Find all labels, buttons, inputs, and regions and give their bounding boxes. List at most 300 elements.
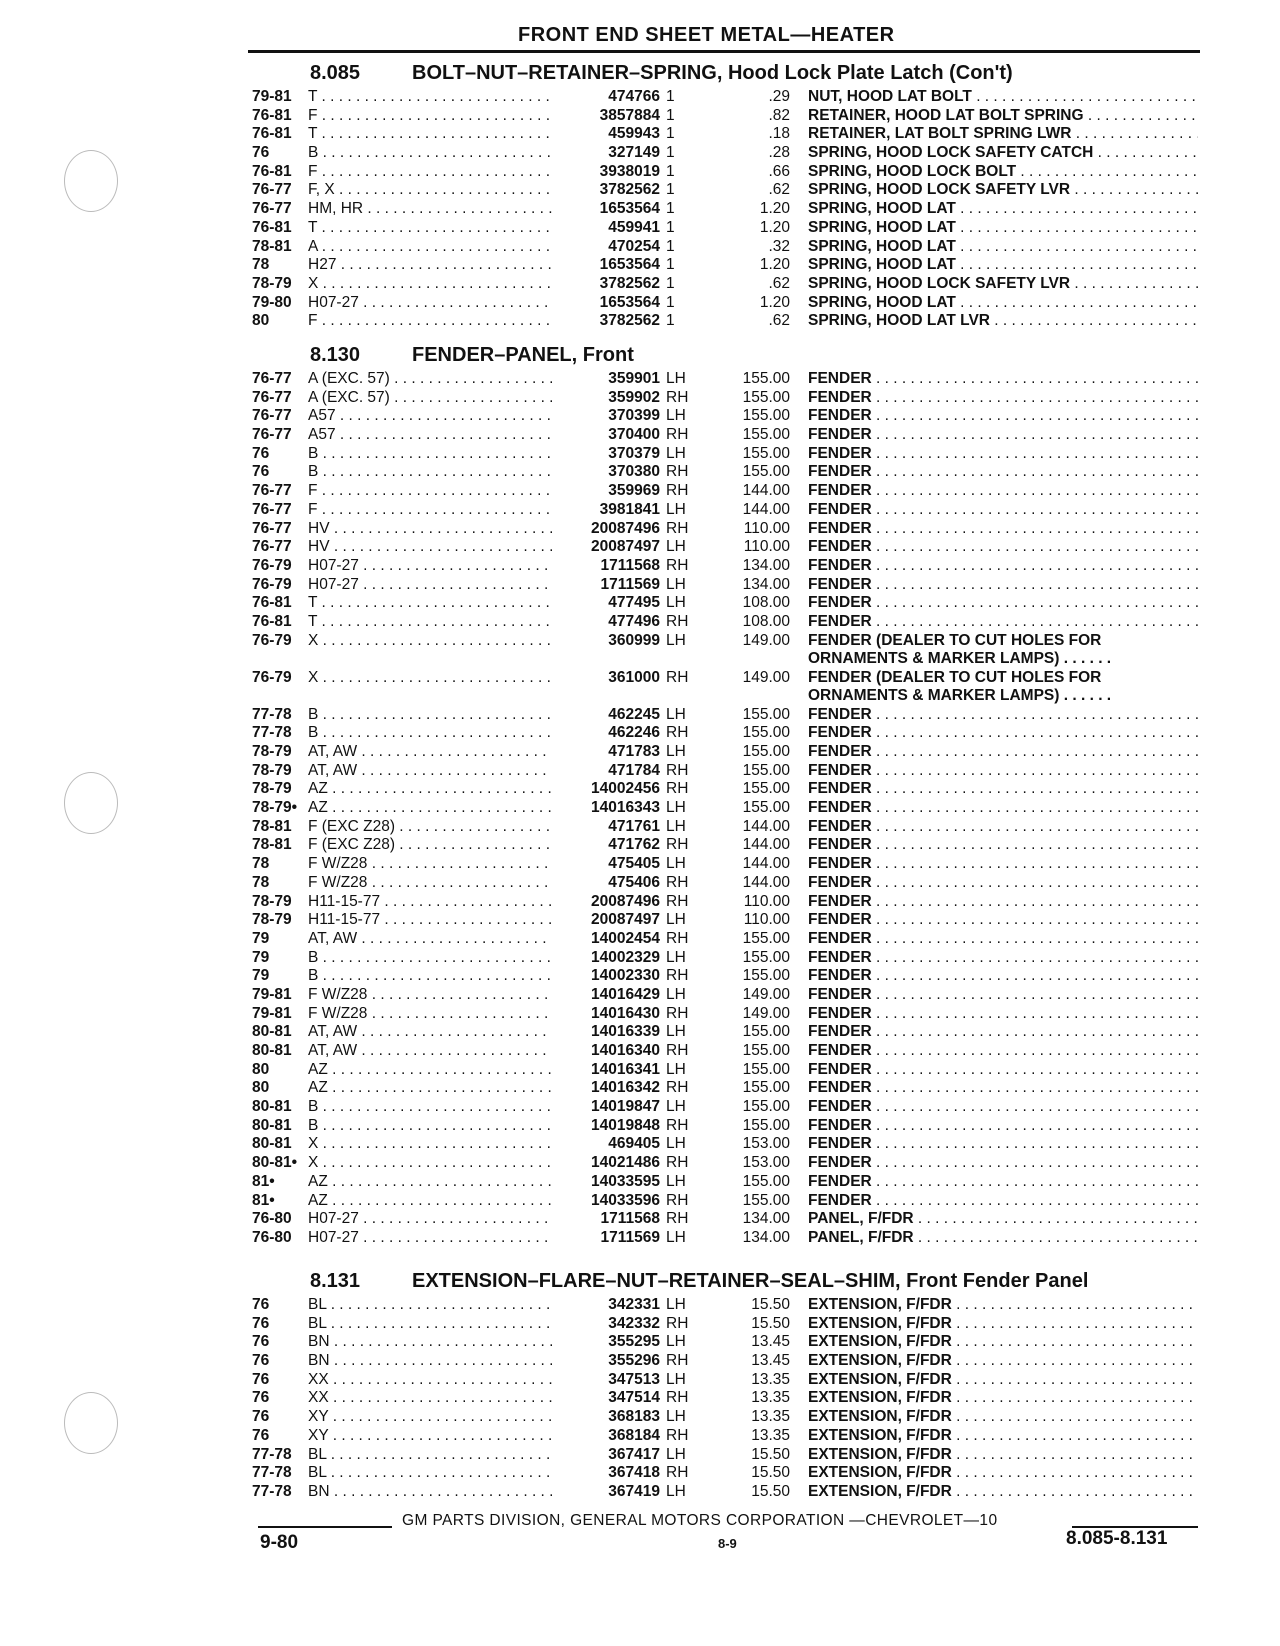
part-number-cell: 370400 xyxy=(552,426,660,445)
year-cell: 77-78 xyxy=(252,1482,292,1500)
part-number-cell: 477496 xyxy=(552,613,660,632)
table-row xyxy=(252,256,1197,275)
description-cell xyxy=(808,501,1198,520)
price-cell: 155.00 xyxy=(742,705,790,723)
description-cell xyxy=(808,594,1198,613)
year-cell: 78-79 xyxy=(252,743,292,760)
description-cell xyxy=(808,1192,1198,1211)
part-number-cell: 475406 xyxy=(552,874,660,893)
table-row xyxy=(252,930,1197,949)
part-number-cell: 367419 xyxy=(552,1483,660,1502)
side-cell: RH xyxy=(666,519,689,537)
part-number-cell: 14016429 xyxy=(552,986,660,1005)
section-title: EXTENSION–FLARE–NUT–RETAINER–SEAL–SHIM, Front Fender Panel xyxy=(412,1270,1089,1292)
description-text: PANEL, F/FDR xyxy=(808,1210,914,1228)
side-cell: 1 xyxy=(666,181,675,199)
model-cell: AZ . . . xyxy=(308,1192,558,1211)
description-cell xyxy=(808,855,1198,874)
description-text: FENDER xyxy=(808,948,872,966)
description-cell xyxy=(808,312,1198,331)
description-cell xyxy=(808,1173,1198,1192)
table-row xyxy=(252,780,1197,799)
side-cell: RH xyxy=(666,1004,689,1022)
description-cell xyxy=(808,1079,1198,1098)
price-cell: 149.00 xyxy=(742,668,790,686)
price-cell: 155.00 xyxy=(742,929,790,947)
description-cell xyxy=(808,1371,1198,1390)
side-cell: LH xyxy=(666,1098,686,1116)
description-text: FENDER xyxy=(808,1098,872,1116)
model-cell: H27 . . . xyxy=(308,256,558,275)
description-cell xyxy=(808,482,1198,501)
price-cell: 13.45 xyxy=(751,1333,790,1351)
part-number-cell: 342332 xyxy=(552,1315,660,1334)
description-cell xyxy=(808,1315,1198,1334)
model-cell: F, X . . . xyxy=(308,181,558,200)
section-8-130 xyxy=(252,340,1197,1248)
table-row xyxy=(252,294,1197,313)
year-cell: 80-81 xyxy=(252,1135,292,1153)
table-row xyxy=(252,576,1197,595)
price-cell: 13.35 xyxy=(751,1408,790,1426)
model-cell: HV . . . xyxy=(308,538,558,557)
description-text: EXTENSION, F/FDR xyxy=(808,1426,952,1444)
side-cell: RH xyxy=(666,426,689,444)
description-cell xyxy=(808,1135,1198,1154)
table-row xyxy=(252,1483,1197,1502)
year-cell: 80 xyxy=(252,1060,270,1078)
description-cell xyxy=(808,1005,1198,1024)
table-row xyxy=(252,1135,1197,1154)
price-cell: 134.00 xyxy=(742,1210,790,1228)
table-row xyxy=(252,1352,1197,1371)
table-row xyxy=(252,538,1197,557)
year-cell: 76-77 xyxy=(252,519,292,537)
description-text: FENDER xyxy=(808,444,872,462)
table-row xyxy=(252,482,1197,501)
price-cell: 155.00 xyxy=(742,761,790,779)
table-row xyxy=(252,407,1197,426)
price-cell: 155.00 xyxy=(742,370,790,387)
table-row xyxy=(252,107,1197,126)
price-cell: 15.50 xyxy=(751,1482,790,1500)
table-row xyxy=(252,799,1197,818)
description-cell xyxy=(808,780,1198,799)
year-cell: 76-81 xyxy=(252,594,292,612)
model-cell: X . . . xyxy=(308,1135,558,1154)
parts-table xyxy=(252,1296,1197,1502)
table-row xyxy=(252,200,1197,219)
section-8-131 xyxy=(252,1266,1197,1502)
description-cell xyxy=(808,799,1198,818)
year-cell: 76-77 xyxy=(252,538,292,556)
table-row xyxy=(252,1117,1197,1136)
price-cell: 13.35 xyxy=(751,1426,790,1444)
table-row xyxy=(252,1061,1197,1080)
description-cell xyxy=(808,1446,1198,1465)
description-text: EXTENSION, F/FDR xyxy=(808,1296,952,1313)
year-cell: 81• xyxy=(252,1172,275,1190)
side-cell: LH xyxy=(666,1296,686,1313)
description-text: EXTENSION, F/FDR xyxy=(808,1333,952,1351)
part-number-cell: 3782562 xyxy=(552,181,660,200)
part-number-cell: 14002329 xyxy=(552,949,660,968)
table-row xyxy=(252,1154,1197,1173)
description-text: FENDER xyxy=(808,873,872,891)
model-cell: H11-15-77 . . . xyxy=(308,893,558,912)
table-row xyxy=(252,1333,1197,1352)
description-text: SPRING, HOOD LAT LVR xyxy=(808,312,990,330)
part-number-cell: 355295 xyxy=(552,1333,660,1352)
table-row xyxy=(252,762,1197,781)
part-number-cell: 14021486 xyxy=(552,1154,660,1173)
description-cell xyxy=(808,911,1198,930)
table-row xyxy=(252,986,1197,1005)
table-row xyxy=(252,1427,1197,1446)
description-text: SPRING, HOOD LOCK BOLT xyxy=(808,162,1017,180)
part-number-cell: 3981841 xyxy=(552,501,660,520)
description-cell xyxy=(808,407,1198,426)
model-cell: H07-27 . . . xyxy=(308,557,558,576)
description-cell xyxy=(808,1464,1198,1483)
description-cell xyxy=(808,743,1198,762)
part-number-cell: 14019847 xyxy=(552,1098,660,1117)
description-cell xyxy=(808,256,1198,275)
table-row xyxy=(252,520,1197,539)
model-cell: B . . . xyxy=(308,949,558,968)
price-cell: 1.20 xyxy=(759,256,790,274)
part-number-cell: 1653564 xyxy=(552,256,660,275)
description-text: FENDER xyxy=(808,1079,872,1097)
description-text: EXTENSION, F/FDR xyxy=(808,1408,952,1426)
year-cell: 79-81 xyxy=(252,88,292,105)
price-cell: 155.00 xyxy=(742,1116,790,1134)
table-row xyxy=(252,1371,1197,1390)
side-cell: RH xyxy=(666,967,689,985)
model-cell: AZ . . . xyxy=(308,1173,558,1192)
year-cell: 80-81 xyxy=(252,1098,292,1116)
footer-section-range: 8.085-8.131 xyxy=(1066,1528,1168,1549)
part-number-cell: 14016430 xyxy=(552,1005,660,1024)
table-row xyxy=(252,238,1197,257)
part-number-cell: 1711569 xyxy=(552,576,660,595)
year-cell: 77-78 xyxy=(252,1464,292,1482)
year-cell: 76-77 xyxy=(252,500,292,518)
side-cell: LH xyxy=(666,631,686,649)
price-cell: 134.00 xyxy=(742,1228,790,1246)
side-cell: 1 xyxy=(666,237,675,255)
price-cell: .62 xyxy=(768,274,790,292)
price-cell: 155.00 xyxy=(742,967,790,985)
description-text: FENDER xyxy=(808,911,872,929)
section-8-085 xyxy=(252,58,1197,331)
description-cell xyxy=(808,163,1198,182)
part-number-cell: 367418 xyxy=(552,1464,660,1483)
description-text: FENDER xyxy=(808,892,872,910)
table-row xyxy=(252,893,1197,912)
year-cell: 77-78 xyxy=(252,724,292,742)
description-text: FENDER xyxy=(808,985,872,1003)
description-text: RETAINER, HOOD LAT BOLT SPRING xyxy=(808,106,1084,124)
table-row xyxy=(252,874,1197,893)
model-cell: XY . . . xyxy=(308,1427,558,1446)
description-text: FENDER xyxy=(808,1154,872,1172)
price-cell: 155.00 xyxy=(742,444,790,462)
side-cell: RH xyxy=(666,1042,689,1059)
description-cell xyxy=(808,576,1198,595)
price-cell: 155.00 xyxy=(742,948,790,966)
side-cell: RH xyxy=(666,1352,689,1370)
side-cell: 1 xyxy=(666,218,675,236)
model-cell: B . . . xyxy=(308,1117,558,1136)
side-cell: 1 xyxy=(666,144,675,162)
price-cell: 134.00 xyxy=(742,575,790,593)
side-cell: 1 xyxy=(666,200,675,218)
description-cell xyxy=(808,836,1198,855)
model-cell: BL . . . xyxy=(308,1296,558,1315)
model-cell: F . . . xyxy=(308,501,558,520)
model-cell: B . . . xyxy=(308,967,558,986)
model-cell: A (EXC. 57) . . . xyxy=(308,370,558,389)
side-cell: RH xyxy=(666,892,689,910)
side-cell: LH xyxy=(666,575,686,593)
description-cell xyxy=(808,181,1198,200)
year-cell: 78-81 xyxy=(252,836,292,854)
description-text: SPRING, HOOD LAT xyxy=(808,256,956,274)
description-text: SPRING, HOOD LAT xyxy=(808,200,956,218)
side-cell: LH xyxy=(666,444,686,462)
side-cell: LH xyxy=(666,799,686,817)
description-text: FENDER xyxy=(808,1116,872,1134)
table-row xyxy=(252,219,1197,238)
part-number-cell: 475405 xyxy=(552,855,660,874)
side-cell: RH xyxy=(666,482,689,500)
price-cell: 144.00 xyxy=(742,817,790,835)
description-text: FENDER xyxy=(808,388,872,406)
description-text: FENDER xyxy=(808,500,872,518)
description-cell xyxy=(808,1098,1198,1117)
model-cell: B . . . xyxy=(308,724,558,743)
part-number-cell: 347514 xyxy=(552,1389,660,1408)
part-number-cell: 474766 xyxy=(552,88,660,107)
section-heading xyxy=(252,58,1197,88)
price-cell: 155.00 xyxy=(742,1172,790,1190)
price-cell: 13.35 xyxy=(751,1389,790,1407)
year-cell: 79 xyxy=(252,948,270,966)
price-cell: 155.00 xyxy=(742,1191,790,1209)
model-cell: A57 . . . xyxy=(308,426,558,445)
side-cell: LH xyxy=(666,1370,686,1388)
year-cell: 76 xyxy=(252,1408,270,1426)
year-cell: 80 xyxy=(252,312,270,330)
description-cell xyxy=(808,238,1198,257)
price-cell: .66 xyxy=(768,162,790,180)
description-text: EXTENSION, F/FDR xyxy=(808,1389,952,1407)
price-cell: 155.00 xyxy=(742,426,790,444)
model-cell: F W/Z28 . . . xyxy=(308,874,558,893)
table-row xyxy=(252,706,1197,725)
description-text: EXTENSION, F/FDR xyxy=(808,1464,952,1482)
part-number-cell: 471784 xyxy=(552,762,660,781)
table-row xyxy=(252,426,1197,445)
price-cell: 153.00 xyxy=(742,1135,790,1153)
year-cell: 76-77 xyxy=(252,407,292,425)
description-cell xyxy=(808,1427,1198,1446)
year-cell: 77-78 xyxy=(252,1445,292,1463)
footer-publisher: GM PARTS DIVISION, GENERAL MOTORS CORPORATION —CHEVROLET—10 xyxy=(402,1512,998,1529)
table-row xyxy=(252,724,1197,743)
description-cell xyxy=(808,1296,1198,1315)
side-cell: LH xyxy=(666,911,686,929)
description-text: FENDER xyxy=(808,817,872,835)
part-number-cell: 14002454 xyxy=(552,930,660,949)
year-cell: 78 xyxy=(252,873,270,891)
side-cell: RH xyxy=(666,873,689,891)
price-cell: 155.00 xyxy=(742,743,790,760)
description-text: FENDER xyxy=(808,407,872,425)
model-cell: H11-15-77 . . . xyxy=(308,911,558,930)
price-cell: 13.45 xyxy=(751,1352,790,1370)
part-number-cell: 370380 xyxy=(552,463,660,482)
price-cell: 153.00 xyxy=(742,1154,790,1172)
side-cell: RH xyxy=(666,1426,689,1444)
table-row xyxy=(252,818,1197,837)
description-text: FENDER xyxy=(808,612,872,630)
description-text: FENDER xyxy=(808,780,872,798)
year-cell: 78-81 xyxy=(252,237,292,255)
price-cell: 155.00 xyxy=(742,724,790,742)
description-cell xyxy=(808,125,1198,144)
model-cell: F . . . xyxy=(308,107,558,126)
table-row xyxy=(252,1042,1197,1061)
side-cell: RH xyxy=(666,780,689,798)
description-cell xyxy=(808,930,1198,949)
year-cell: 78 xyxy=(252,855,270,873)
side-cell: LH xyxy=(666,500,686,518)
side-cell: RH xyxy=(666,1154,689,1172)
part-number-cell: 20087496 xyxy=(552,893,660,912)
side-cell: LH xyxy=(666,985,686,1003)
model-cell: A57 . . . xyxy=(308,407,558,426)
description-text: PANEL, F/FDR xyxy=(808,1228,914,1246)
year-cell: 76-79 xyxy=(252,668,292,686)
year-cell: 76 xyxy=(252,1314,270,1332)
price-cell: 110.00 xyxy=(743,538,790,556)
side-cell: LH xyxy=(666,1333,686,1351)
model-cell: AZ . . . xyxy=(308,780,558,799)
description-text: NUT, HOOD LAT BOLT xyxy=(808,88,972,105)
table-row xyxy=(252,669,1197,706)
model-cell: H07-27 . . . xyxy=(308,294,558,313)
footer-rule xyxy=(258,1526,392,1528)
description-cell xyxy=(808,818,1198,837)
model-cell: F W/Z28 . . . xyxy=(308,1005,558,1024)
price-cell: 1.20 xyxy=(759,218,790,236)
description-text: EXTENSION, F/FDR xyxy=(808,1370,952,1388)
side-cell: LH xyxy=(666,1060,686,1078)
model-cell: F . . . xyxy=(308,312,558,331)
description-text: FENDER xyxy=(808,724,872,742)
description-text: FENDER xyxy=(808,705,872,723)
year-cell: 80-81 xyxy=(252,1116,292,1134)
part-number-cell: 462245 xyxy=(552,706,660,725)
price-cell: 155.00 xyxy=(742,799,790,817)
model-cell: F . . . xyxy=(308,482,558,501)
year-cell: 78-79 xyxy=(252,274,292,292)
description-text: SPRING, HOOD LOCK SAFETY LVR xyxy=(808,181,1071,199)
table-row xyxy=(252,967,1197,986)
model-cell: AZ . . . xyxy=(308,799,558,818)
description-text: FENDER xyxy=(808,426,872,444)
description-text: FENDER xyxy=(808,556,872,574)
table-row xyxy=(252,370,1197,389)
year-cell: 80-81 xyxy=(252,1042,292,1059)
part-number-cell: 14016341 xyxy=(552,1061,660,1080)
model-cell: AZ . . . xyxy=(308,1079,558,1098)
price-cell: 15.50 xyxy=(751,1296,790,1313)
year-cell: 76-81 xyxy=(252,612,292,630)
price-cell: 155.00 xyxy=(742,388,790,406)
binder-hole xyxy=(64,1392,118,1454)
price-cell: 144.00 xyxy=(742,482,790,500)
model-cell: X . . . xyxy=(308,1154,558,1173)
description-cell xyxy=(808,144,1198,163)
year-cell: 76-79 xyxy=(252,631,292,649)
price-cell: 15.50 xyxy=(751,1314,790,1332)
side-cell: LH xyxy=(666,948,686,966)
parts-table xyxy=(252,370,1197,1248)
side-cell: LH xyxy=(666,538,686,556)
description-text: EXTENSION, F/FDR xyxy=(808,1314,952,1332)
part-number-cell: 14016342 xyxy=(552,1079,660,1098)
year-cell: 76-81 xyxy=(252,218,292,236)
side-cell: RH xyxy=(666,761,689,779)
description-cell xyxy=(808,724,1198,743)
part-number-cell: 471762 xyxy=(552,836,660,855)
model-cell: B . . . xyxy=(308,445,558,464)
table-row xyxy=(252,557,1197,576)
side-cell: RH xyxy=(666,668,689,686)
side-cell: 1 xyxy=(666,162,675,180)
side-cell: RH xyxy=(666,612,689,630)
price-cell: 155.00 xyxy=(742,780,790,798)
section-title: FENDER–PANEL, Front xyxy=(412,344,634,366)
side-cell: LH xyxy=(666,1023,686,1041)
description-cell xyxy=(808,1210,1198,1229)
year-cell: 78 xyxy=(252,256,270,274)
price-cell: 110.00 xyxy=(743,911,790,929)
year-cell: 76 xyxy=(252,463,270,481)
description-text: FENDER xyxy=(808,463,872,481)
description-cell xyxy=(808,463,1198,482)
model-cell: AT, AW . . . xyxy=(308,1023,558,1042)
description-cell xyxy=(808,1061,1198,1080)
description-text: FENDER xyxy=(808,743,872,760)
part-number-cell: 470254 xyxy=(552,238,660,257)
part-number-cell: 14033595 xyxy=(552,1173,660,1192)
model-cell: B . . . xyxy=(308,706,558,725)
side-cell: 1 xyxy=(666,88,675,105)
price-cell: 144.00 xyxy=(742,500,790,518)
table-row xyxy=(252,463,1197,482)
price-cell: 149.00 xyxy=(742,631,790,649)
part-number-cell: 327149 xyxy=(552,144,660,163)
section-title: BOLT–NUT–RETAINER–SPRING, Hood Lock Plate Latch (Con't) xyxy=(412,62,1013,84)
side-cell: RH xyxy=(666,836,689,854)
side-cell: LH xyxy=(666,1135,686,1153)
year-cell: 78-79• xyxy=(252,799,298,817)
model-cell: A (EXC. 57) . . . xyxy=(308,389,558,408)
